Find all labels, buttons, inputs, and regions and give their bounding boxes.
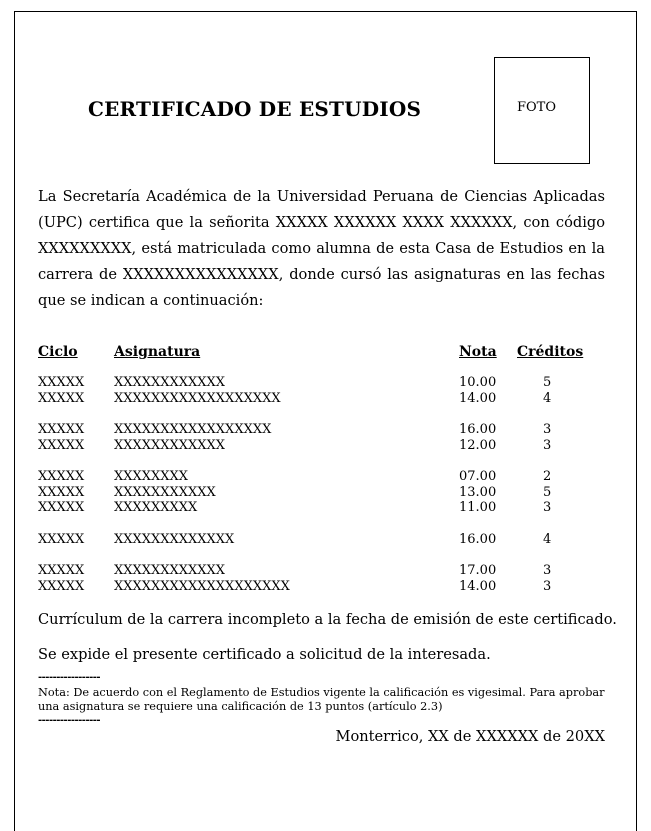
cell-asignatura: XXXXXXXXXXXXXXXXXXX	[114, 579, 290, 594]
cell-creditos: 4	[543, 532, 552, 547]
cell-ciclo: XXXXX	[38, 579, 85, 594]
issue-statement: Se expide el presente certificado a solicitud de la interesada.	[38, 646, 491, 663]
cell-ciclo: XXXXX	[38, 375, 85, 390]
cell-creditos: 5	[543, 375, 552, 390]
place-date: Monterrico, XX de XXXXXX de 20XX	[335, 728, 605, 745]
cell-asignatura: XXXXXXXXXXXXXXXXXX	[114, 391, 281, 406]
cell-ciclo: XXXXX	[38, 532, 85, 547]
curriculum-statement: Currículum de la carrera incompleto a la fecha de emisión de este certificado.	[38, 611, 617, 628]
cell-asignatura: XXXXXXXX	[114, 469, 189, 484]
cell-nota: 14.00	[459, 391, 497, 406]
cell-creditos: 3	[543, 579, 552, 594]
cell-asignatura: XXXXXXXXXXX	[114, 485, 216, 500]
cell-ciclo: XXXXX	[38, 563, 85, 578]
cell-nota: 07.00	[459, 469, 497, 484]
photo-box	[494, 57, 590, 164]
separator-bottom: -----------------	[38, 715, 101, 726]
cell-nota: 14.00	[459, 579, 497, 594]
intro-paragraph: La Secretaría Académica de la Universidad Peruana de Ciencias Aplicadas (UPC) certifica que la señorita XXXXX XXXXXX XXXX XXXXXX, con código XXXXXXXXX, está matriculada como alumna de esta Casa de Estudios en la carrera de XXXXXXXXXXXXXXX, donde cursó las asignaturas en las fechas que se indican a continuación:	[38, 188, 605, 309]
cell-creditos: 2	[543, 469, 552, 484]
cell-nota: 13.00	[459, 485, 497, 500]
photo-label: FOTO	[517, 100, 557, 115]
cell-nota: 10.00	[459, 375, 497, 390]
cell-creditos: 3	[543, 500, 552, 515]
cell-nota: 16.00	[459, 532, 497, 547]
cell-nota: 17.00	[459, 563, 497, 578]
grading-note: Nota: De acuerdo con el Reglamento de Estudios vigente la calificación es vigesimal. Para aprobar una asignatura se requiere una calificación de 13 puntos (artículo 2.3)	[38, 686, 605, 713]
cell-asignatura: XXXXXXXXXXXX	[114, 438, 226, 453]
cell-ciclo: XXXXX	[38, 438, 85, 453]
cell-creditos: 3	[543, 563, 552, 578]
cell-creditos: 3	[543, 422, 552, 437]
cell-ciclo: XXXXX	[38, 391, 85, 406]
cell-asignatura: XXXXXXXXX	[114, 500, 198, 515]
cell-nota: 11.00	[459, 500, 497, 515]
header-ciclo: Ciclo	[38, 344, 78, 360]
cell-asignatura: XXXXXXXXXXXXX	[114, 532, 235, 547]
cell-creditos: 4	[543, 391, 552, 406]
cell-asignatura: XXXXXXXXXXXXXXXXX	[114, 422, 272, 437]
cell-creditos: 3	[543, 438, 552, 453]
cell-ciclo: XXXXX	[38, 500, 85, 515]
cell-nota: 16.00	[459, 422, 497, 437]
header-nota: Nota	[459, 344, 497, 360]
header-asignatura: Asignatura	[114, 344, 201, 360]
header-creditos: Créditos	[517, 344, 584, 360]
cell-ciclo: XXXXX	[38, 422, 85, 437]
document-title: CERTIFICADO DE ESTUDIOS	[88, 97, 422, 121]
cell-ciclo: XXXXX	[38, 485, 85, 500]
cell-asignatura: XXXXXXXXXXXX	[114, 375, 226, 390]
cell-ciclo: XXXXX	[38, 469, 85, 484]
cell-creditos: 5	[543, 485, 552, 500]
cell-nota: 12.00	[459, 438, 497, 453]
separator-top: -----------------	[38, 672, 101, 683]
cell-asignatura: XXXXXXXXXXXX	[114, 563, 226, 578]
